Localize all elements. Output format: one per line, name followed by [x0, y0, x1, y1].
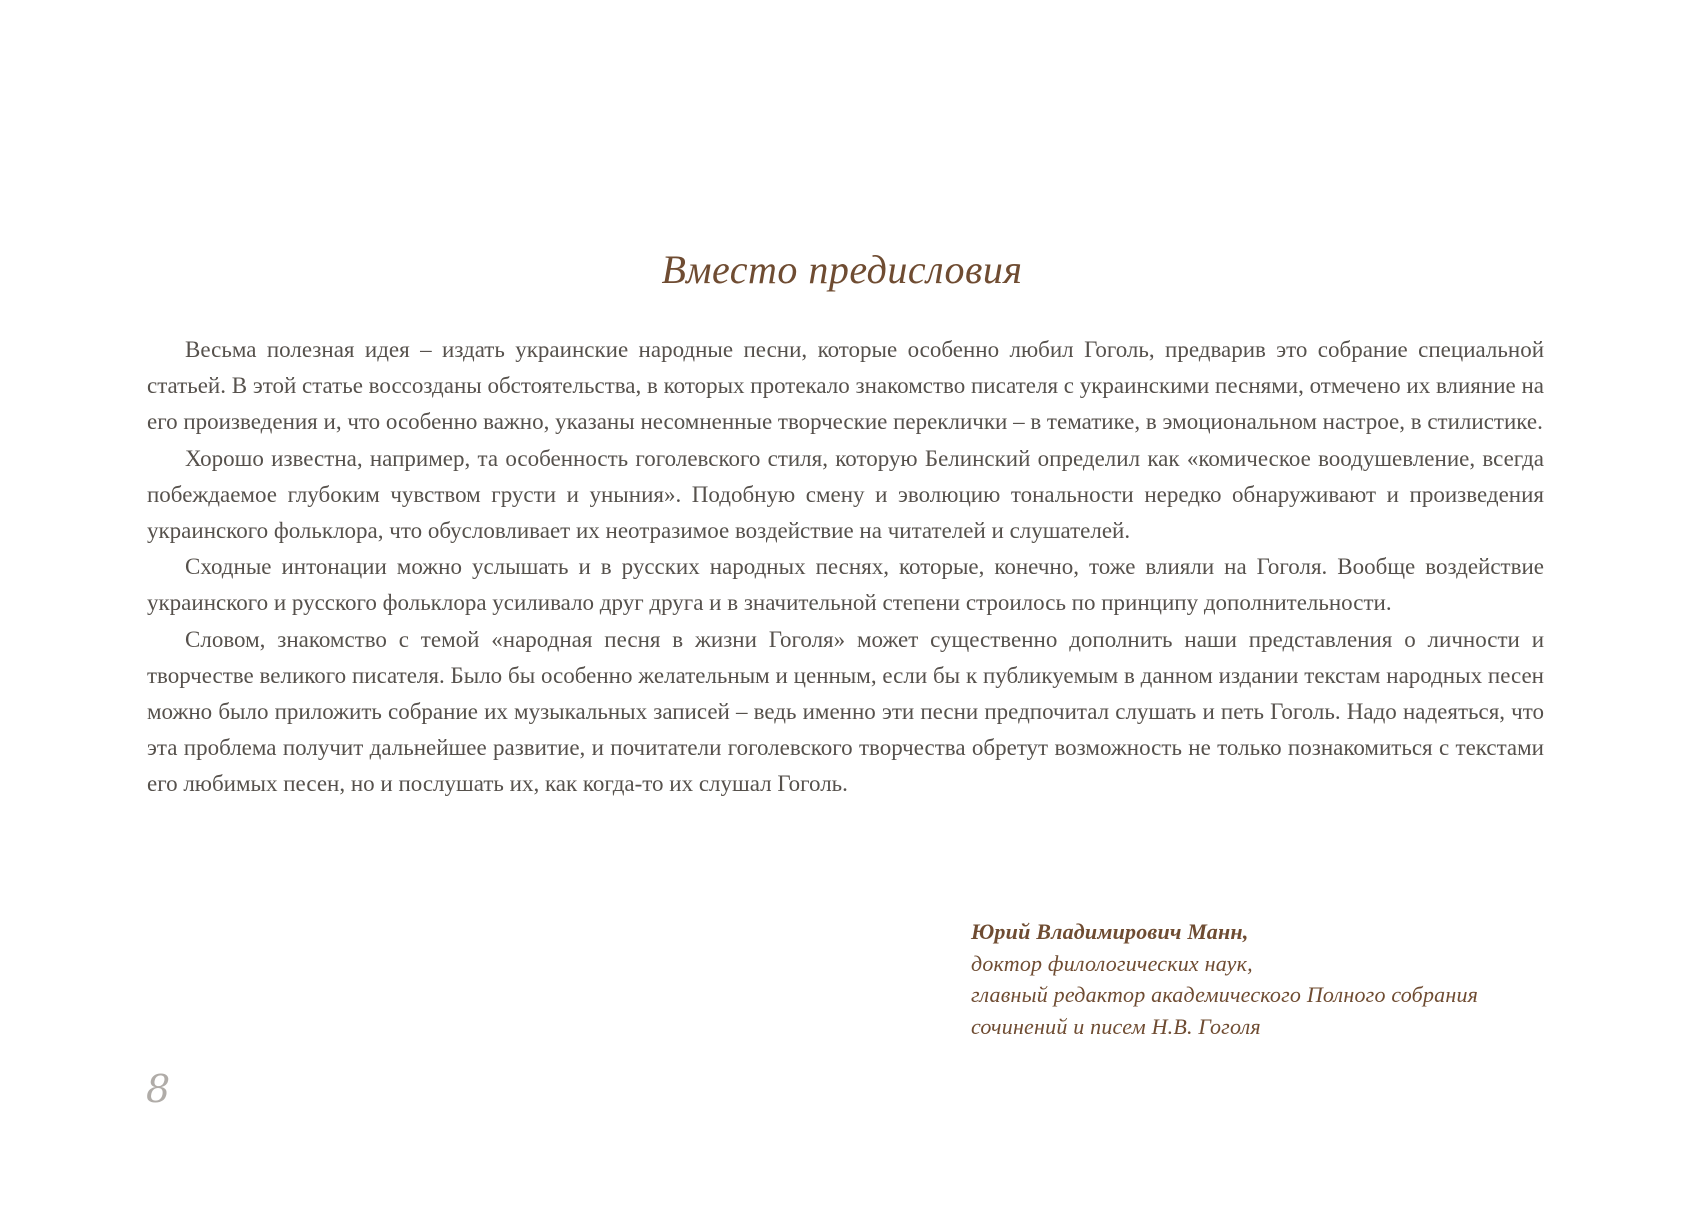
body-text [147, 332, 1544, 803]
paragraph-1: Весьма полезная идея – издать украинские народные песни, которые особенно любил Гоголь, предварив это собрание специальной статьей. В этой статье воссозданы обстоятельства, в которых протекало знакомство писателя с украинскими песнями, отмечено их влияние на его произведения и, что особенно важно, указаны несомненные творческие переклички – в тематике, в эмоциональном настрое, в стилистике. [147, 337, 1544, 435]
author-position-cont: сочинений и писем Н.В. Гоголя [971, 1013, 1261, 1039]
author-position: главный редактор академического Полного собрания [971, 982, 1479, 1007]
author-signature [971, 916, 1478, 1042]
paragraph-3: Сходные интонации можно услышать и в русских народных песнях, которые, конечно, тоже влияли на Гоголя. Вообще воздействие украинского и русского фольклора усиливало друг друга и в значительной степени строилось по принципу дополнительности. [147, 554, 1544, 616]
page-number: 8 [146, 1067, 171, 1111]
paragraph-4: Словом, знакомство с темой «народная песня в жизни Гоголя» может существенно дополнить наши представления о личности и творчестве великого писателя. Было бы особенно желательным и ценным, если бы к публикуемым в данном издании текстам народных песен можно было приложить собрание их музыкальных записей – ведь именно эти песни предпочитал слушать и петь Гоголь. Надо надеяться, что эта проблема получит дальнейшее развитие, и почитатели гоголевского творчества обретут возможность не только познакомиться с текстами его любимых песен, но и послушать их, как когда-то их слушал Гоголь. [147, 626, 1544, 797]
author-degree: доктор филологических наук, [971, 950, 1253, 976]
author-name: Юрий Владимирович Манн, [971, 919, 1249, 944]
page-title: Вместо предисловия [661, 247, 1023, 292]
paragraph-2: Хорошо известна, например, та особенность гоголевского стиля, которую Белинский определил как «комическое воодушевление, всегда побеждаемое глубоким чувством грусти и уныния». Подобную смену и эволюцию тональности нередко обнаруживают и произведения украинского фольклора, что обусловливает их неотразимое воздействие на читателей и слушателей. [147, 445, 1544, 544]
